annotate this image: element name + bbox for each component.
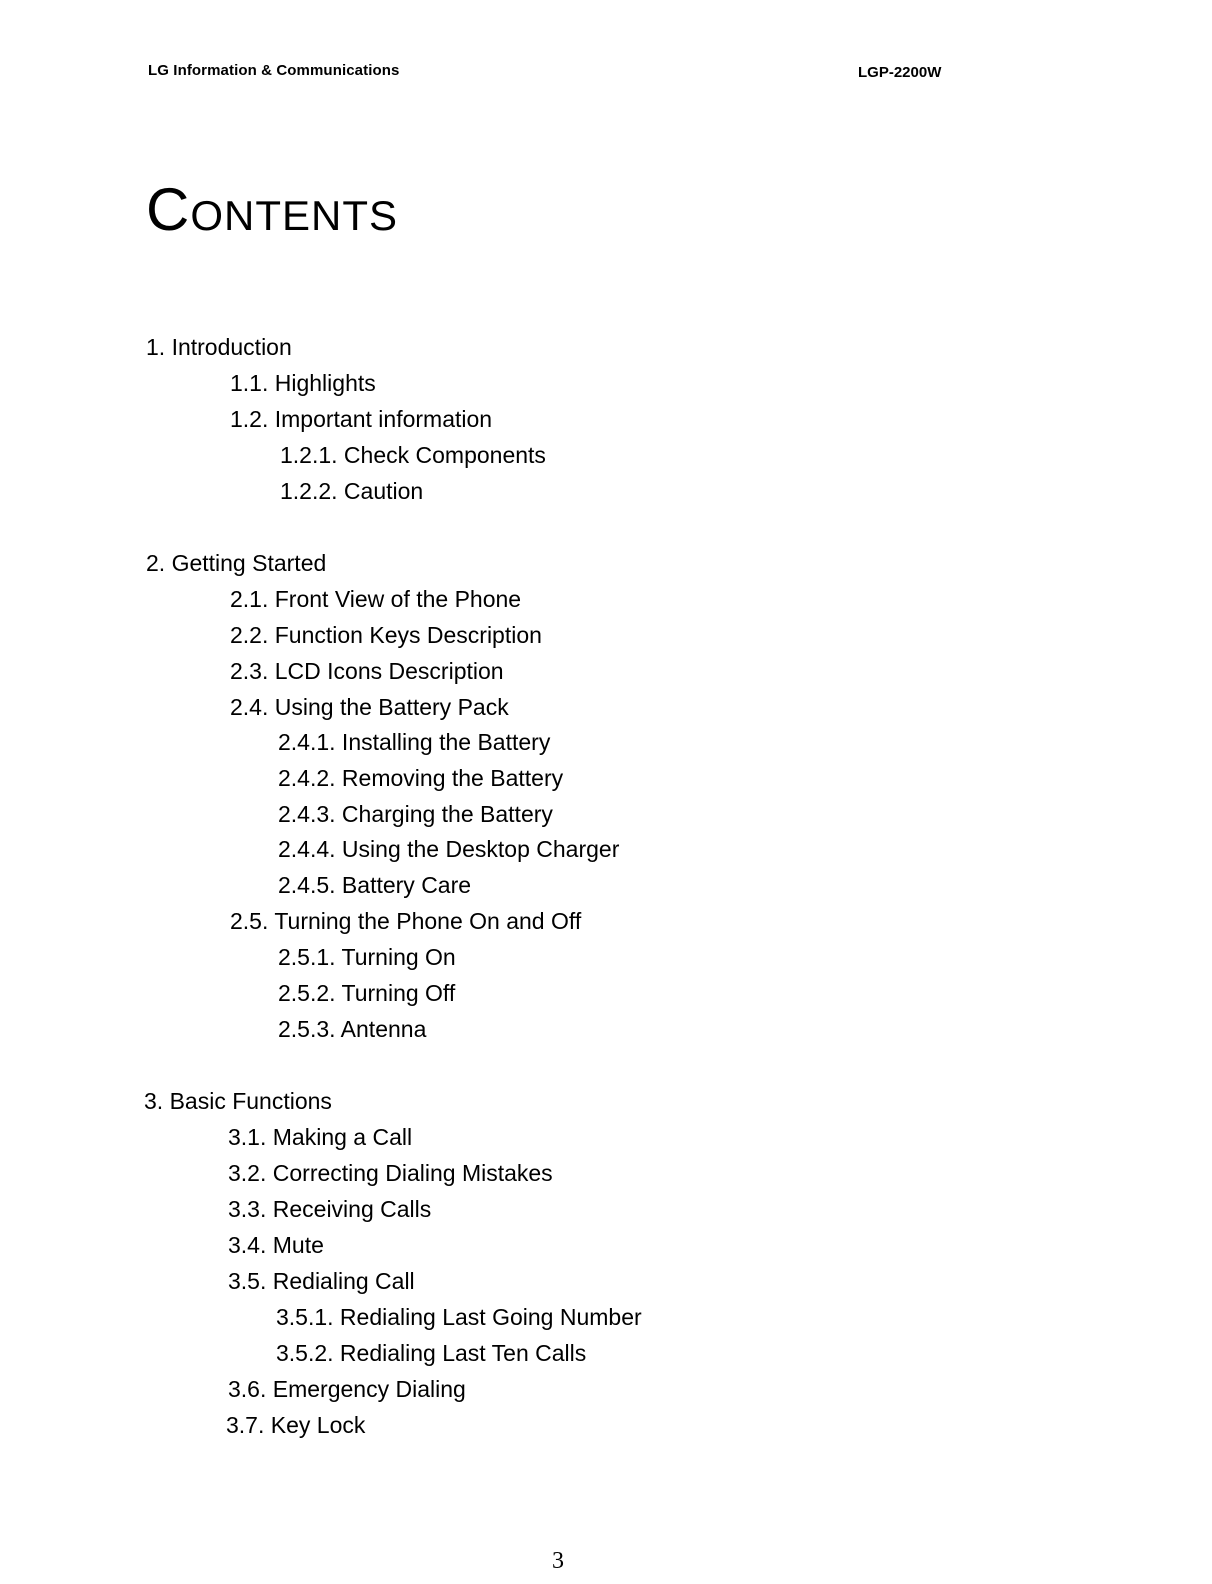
toc-subitem: 2.4.5. Battery Care	[278, 872, 472, 898]
toc-section: 3. Basic Functions	[144, 1088, 332, 1114]
toc-subitem: 1.2.1. Check Components	[280, 442, 546, 468]
toc-item: 3.2. Correcting Dialing Mistakes	[228, 1160, 553, 1186]
toc-item: 2.2. Function Keys Description	[230, 622, 542, 648]
toc-item: 1.1. Highlights	[230, 370, 376, 396]
toc-section: 1. Introduction	[146, 334, 292, 360]
toc-item: 2.5. Turning the Phone On and Off	[230, 908, 582, 934]
toc-subitem: 2.4.2. Removing the Battery	[278, 765, 564, 791]
page-header-model: LGP-2200W	[858, 64, 942, 81]
toc-item: 3.6. Emergency Dialing	[228, 1376, 466, 1402]
toc-item: 3.1. Making a Call	[228, 1124, 413, 1150]
toc-item: 2.3. LCD Icons Description	[230, 658, 504, 684]
toc-item: 3.7. Key Lock	[226, 1412, 366, 1438]
toc-subitem: 3.5.1. Redialing Last Going Number	[276, 1304, 642, 1330]
page-header-company: LG Information & Communications	[148, 62, 400, 79]
toc-subitem: 2.5.3. Antenna	[278, 1016, 427, 1042]
toc-section: 2. Getting Started	[146, 550, 327, 576]
toc-subitem: 2.4.3. Charging the Battery	[278, 801, 553, 827]
toc-item: 2.1. Front View of the Phone	[230, 586, 522, 612]
page-number: 3	[552, 1548, 564, 1574]
toc-item: 3.3. Receiving Calls	[228, 1196, 432, 1222]
toc-subitem: 2.5.1. Turning On	[278, 944, 456, 970]
toc-subitem: 2.4.4. Using the Desktop Charger	[278, 836, 620, 862]
toc-subitem: 2.5.2. Turning Off	[278, 980, 456, 1006]
toc-item: 3.4. Mute	[228, 1232, 324, 1258]
toc-subitem: 1.2.2. Caution	[280, 478, 424, 504]
toc-item: 1.2. Important information	[230, 406, 493, 432]
page-title: Contents	[146, 176, 398, 243]
toc-subitem: 3.5.2. Redialing Last Ten Calls	[276, 1340, 587, 1366]
toc-item: 3.5. Redialing Call	[228, 1268, 415, 1294]
toc-item: 2.4. Using the Battery Pack	[230, 694, 509, 720]
toc-subitem: 2.4.1. Installing the Battery	[278, 729, 551, 755]
